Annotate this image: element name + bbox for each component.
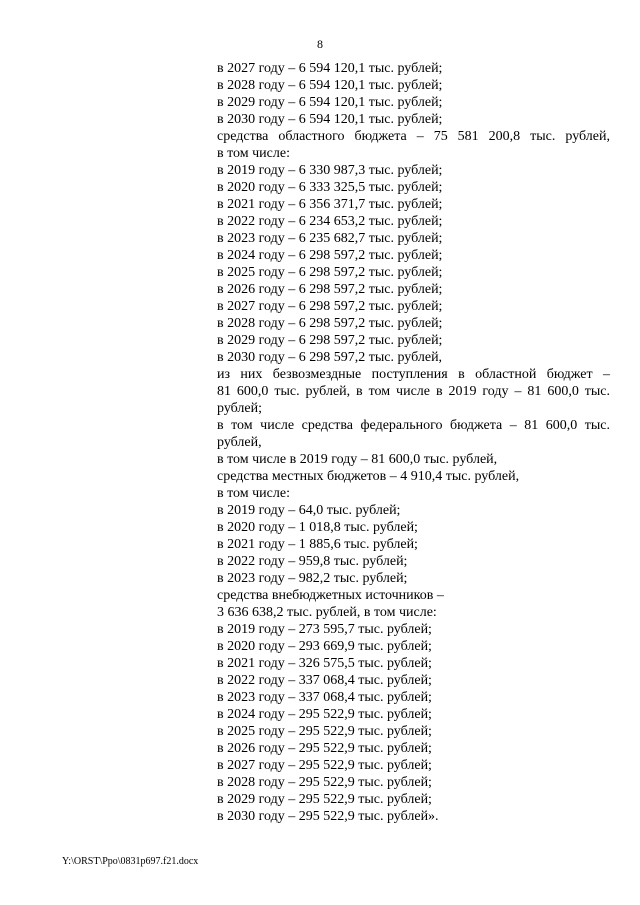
- text-line: в 2019 году – 273 595,7 тыс. рублей;: [217, 622, 432, 637]
- text-line: рублей;: [217, 401, 262, 416]
- text-line: из них безвозмездные поступления в областной бюджет –: [217, 367, 610, 382]
- text-line: в 2028 году – 6 594 120,1 тыс. рублей;: [217, 78, 443, 93]
- text-line: в 2024 году – 295 522,9 тыс. рублей;: [217, 707, 432, 722]
- text-line: в 2023 году – 337 068,4 тыс. рублей;: [217, 690, 432, 705]
- text-line: в 2023 году – 6 235 682,7 тыс. рублей;: [217, 231, 443, 246]
- text-line: в 2019 году – 6 330 987,3 тыс. рублей;: [217, 163, 443, 178]
- text-line: средства местных бюджетов – 4 910,4 тыс. рублей,: [217, 469, 520, 484]
- text-line: в 2025 году – 295 522,9 тыс. рублей;: [217, 724, 432, 739]
- text-line: в 2027 году – 295 522,9 тыс. рублей;: [217, 758, 432, 773]
- text-line: 81 600,0 тыс. рублей, в том числе в 2019 году – 81 600,0 тыс.: [217, 384, 610, 399]
- text-line: в 2023 году – 982,2 тыс. рублей;: [217, 571, 408, 586]
- text-line: в 2022 году – 6 234 653,2 тыс. рублей;: [217, 214, 443, 229]
- text-line: в 2030 году – 6 298 597,2 тыс. рублей,: [217, 350, 443, 365]
- text-line: в 2020 году – 6 333 325,5 тыс. рублей;: [217, 180, 443, 195]
- text-line: в 2022 году – 337 068,4 тыс. рублей;: [217, 673, 432, 688]
- text-line: в 2020 году – 1 018,8 тыс. рублей;: [217, 520, 418, 535]
- footer-file-path: Y:\ORST\Ppo\0831p697.f21.docx: [62, 856, 199, 867]
- text-line: 3 636 638,2 тыс. рублей, в том числе:: [217, 605, 437, 620]
- text-line: в 2022 году – 959,8 тыс. рублей;: [217, 554, 408, 569]
- text-line: в 2027 году – 6 298 597,2 тыс. рублей;: [217, 299, 443, 314]
- text-line: в том числе в 2019 году – 81 600,0 тыс. рублей,: [217, 452, 498, 467]
- text-line: в 2021 году – 326 575,5 тыс. рублей;: [217, 656, 432, 671]
- text-line: в 2024 году – 6 298 597,2 тыс. рублей;: [217, 248, 443, 263]
- text-line: рублей,: [217, 435, 262, 450]
- text-line: в 2029 году – 6 594 120,1 тыс. рублей;: [217, 95, 443, 110]
- text-line: в 2026 году – 295 522,9 тыс. рублей;: [217, 741, 432, 756]
- text-line: в 2019 году – 64,0 тыс. рублей;: [217, 503, 401, 518]
- page-number: 8: [317, 37, 323, 51]
- text-line: в 2028 году – 295 522,9 тыс. рублей;: [217, 775, 432, 790]
- text-line: в том числе:: [217, 146, 290, 161]
- document-body: [217, 60, 610, 825]
- text-line: в 2028 году – 6 298 597,2 тыс. рублей;: [217, 316, 443, 331]
- text-line: в том числе:: [217, 486, 290, 501]
- text-line: средства внебюджетных источников –: [217, 588, 444, 603]
- text-line: в 2027 году – 6 594 120,1 тыс. рублей;: [217, 61, 443, 76]
- text-line: в 2021 году – 6 356 371,7 тыс. рублей;: [217, 197, 443, 212]
- text-line: в 2029 году – 295 522,9 тыс. рублей;: [217, 792, 432, 807]
- text-line: в 2030 году – 6 594 120,1 тыс. рублей;: [217, 112, 443, 127]
- text-line: в 2025 году – 6 298 597,2 тыс. рублей;: [217, 265, 443, 280]
- text-line: в 2021 году – 1 885,6 тыс. рублей;: [217, 537, 418, 552]
- text-line: в 2030 году – 295 522,9 тыс. рублей».: [217, 809, 439, 824]
- text-line: в 2020 году – 293 669,9 тыс. рублей;: [217, 639, 432, 654]
- text-line: в том числе средства федерального бюджета – 81 600,0 тыс.: [217, 418, 610, 433]
- text-line: в 2026 году – 6 298 597,2 тыс. рублей;: [217, 282, 443, 297]
- text-line: в 2029 году – 6 298 597,2 тыс. рублей;: [217, 333, 443, 348]
- text-line: средства областного бюджета – 75 581 200,8 тыс. рублей,: [217, 129, 610, 144]
